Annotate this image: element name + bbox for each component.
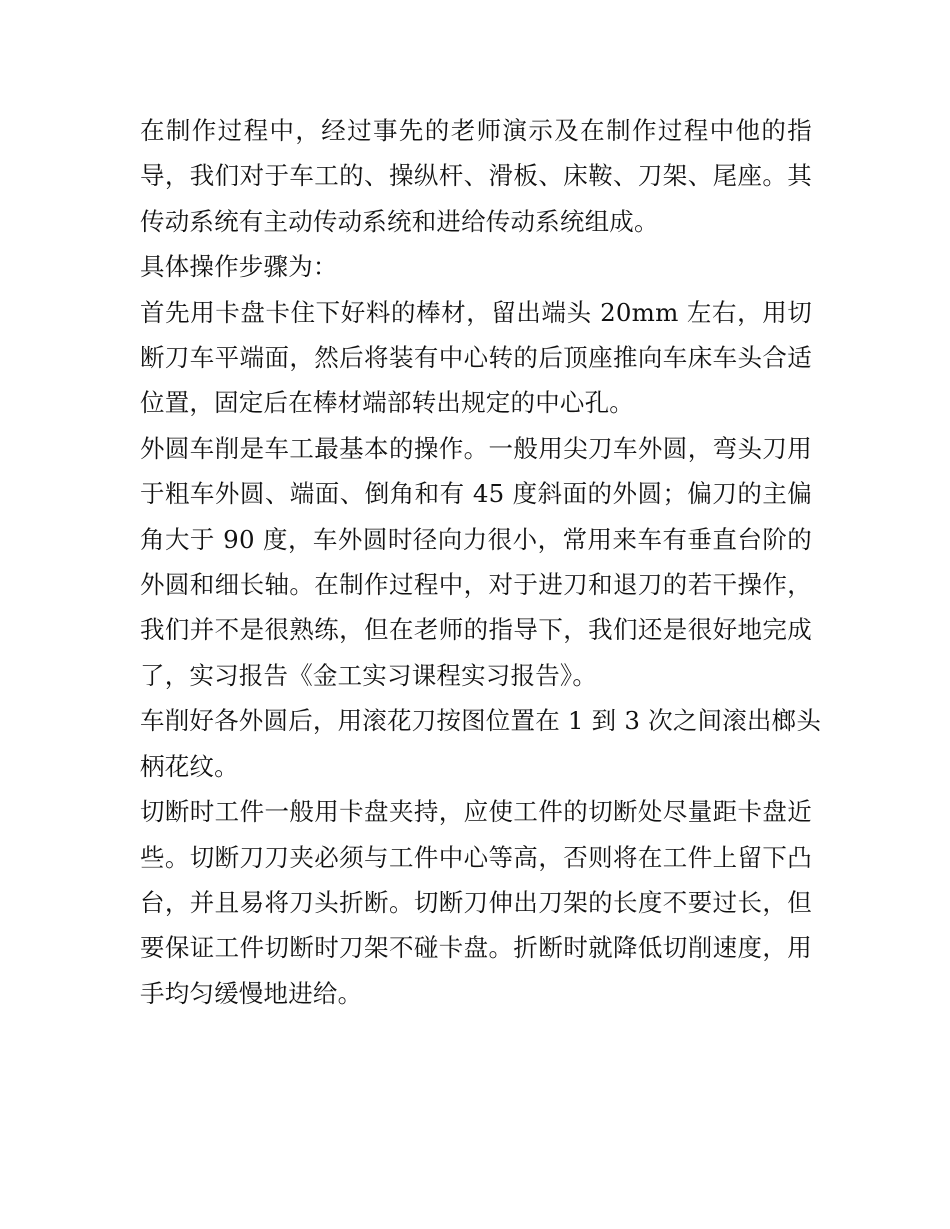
paragraph-outer-turning — [140, 426, 812, 698]
text-line: 传动系统有主动传动系统和进给传动系统组成。 — [140, 206, 659, 236]
text-line: 要保证工件切断时刀架不碰卡盘。折断时就降低切削速度，用 — [140, 933, 812, 963]
paragraph-facing — [140, 290, 812, 426]
paragraph-steps-heading — [140, 244, 812, 289]
paragraph-process-intro — [140, 108, 812, 244]
text-line: 外圆和细长轴。在制作过程中，对于进刀和退刀的若干操作， — [140, 570, 812, 600]
paragraph-parting — [140, 789, 812, 1016]
text-line: 车削好各外圆后，用滚花刀按图位置在 1 到 3 次之间滚出榔头 — [140, 706, 822, 736]
paragraph-knurling — [140, 698, 822, 789]
text-line: 角大于 90 度，车外圆时径向力很小，常用来车有垂直台阶的 — [140, 524, 812, 554]
text-line: 我们并不是很熟练，但在老师的指导下，我们还是很好地完成 — [140, 615, 812, 645]
text-line: 外圆车削是车工最基本的操作。一般用尖刀车外圆，弯头刀用 — [140, 433, 812, 463]
text-line: 位置，固定后在棒材端部转出规定的中心孔。 — [140, 388, 634, 418]
text-line: 手均匀缓慢地进给。 — [140, 978, 363, 1008]
text-line: 断刀车平端面，然后将装有中心转的后顶座推向车床车头合适 — [140, 343, 812, 373]
text-line: 具体操作步骤为： — [140, 252, 338, 282]
text-line: 切断时工件一般用卡盘夹持，应使工件的切断处尽量距卡盘近 — [140, 797, 812, 827]
document-body — [140, 108, 822, 1016]
text-line: 了，实习报告《金工实习课程实习报告》。 — [140, 660, 598, 690]
text-line: 在制作过程中，经过事先的老师演示及在制作过程中他的指 — [140, 116, 812, 145]
text-line: 于粗车外圆、端面、倒角和有 45 度斜面的外圆；偏刀的主偏 — [140, 479, 812, 509]
text-line: 台，并且易将刀头折断。切断刀伸出刀架的长度不要过长，但 — [140, 887, 812, 917]
text-line: 首先用卡盘卡住下好料的棒材，留出端头 20mm 左右，用切 — [140, 297, 812, 327]
text-line: 些。切断刀刀夹必须与工件中心等高，否则将在工件上留下凸 — [140, 842, 812, 872]
text-line: 柄花纹。 — [140, 751, 239, 781]
text-line: 导，我们对于车工的、操纵杆、滑板、床鞍、刀架、尾座。其 — [140, 161, 812, 191]
